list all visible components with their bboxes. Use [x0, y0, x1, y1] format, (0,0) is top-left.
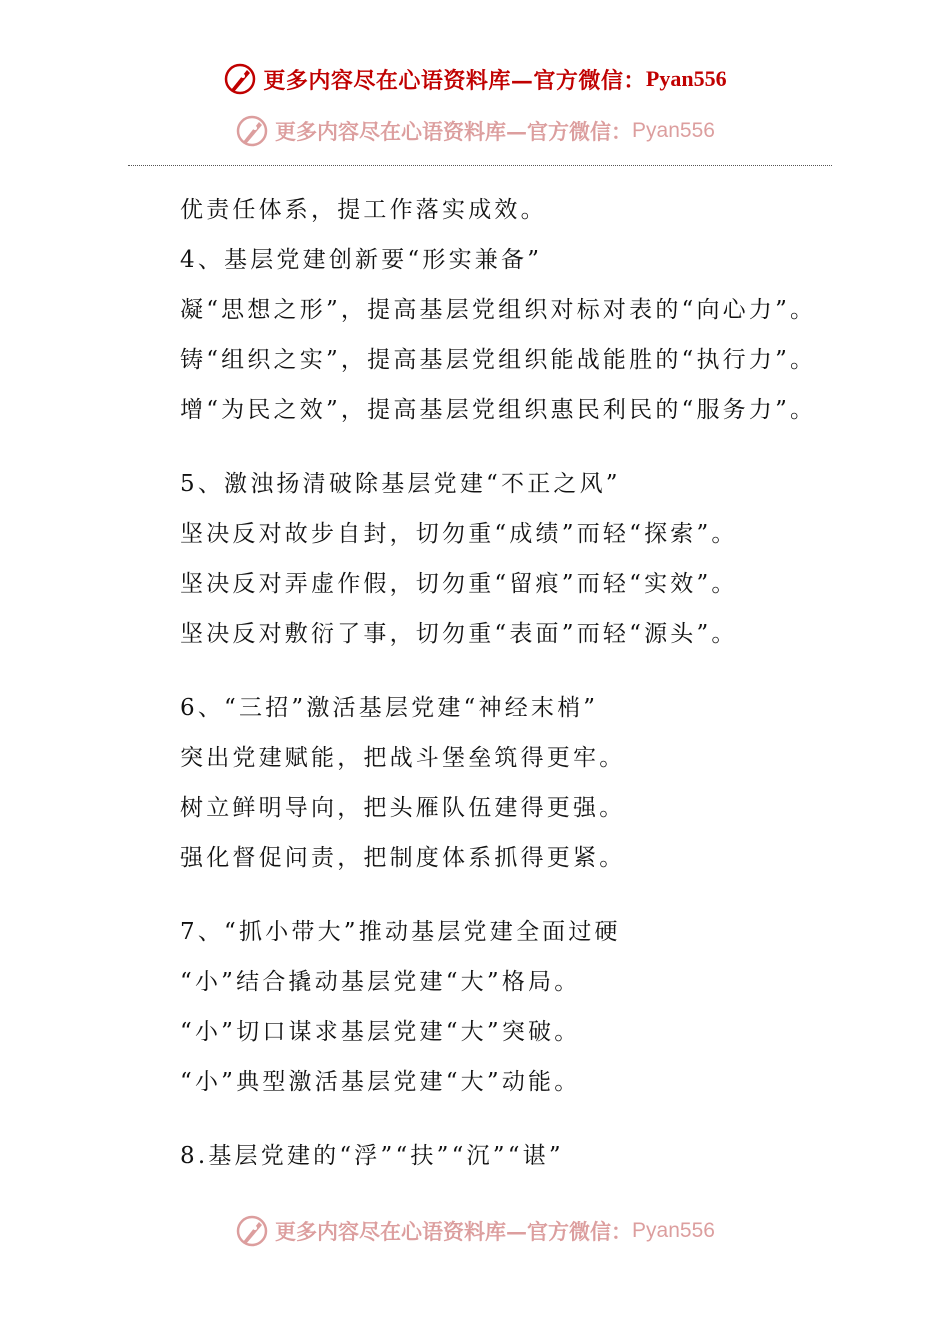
section-heading: 8.基层党建的“浮”“扶”“沉”“谌” — [180, 1143, 564, 1169]
body-line: 坚决反对故步自封，切勿重“成绩”而轻“探索”。 — [180, 521, 738, 547]
header-account: Pyan556 — [645, 66, 727, 91]
section-heading: 7、“抓小带大”推动基层党建全面过硬 — [180, 919, 621, 945]
footer-watermark — [0, 1214, 950, 1248]
pen-logo-icon — [223, 62, 257, 96]
body-line: 优责任体系，提工作落实成效。 — [180, 197, 547, 223]
body-line: 铸“组织之实”，提高基层党组织能战能胜的“执行力”。 — [180, 347, 817, 373]
footer-text: 更多内容尽在心语资料库—官方微信： — [275, 1219, 633, 1244]
pen-logo-footer-icon — [235, 1214, 269, 1248]
body-line: 坚决反对敷衍了事，切勿重“表面”而轻“源头”。 — [180, 621, 738, 647]
section-heading: 6、“三招”激活基层党建“神经末梢” — [180, 695, 599, 721]
footer-account: Pyan556 — [632, 1219, 715, 1242]
body-line: 增“为民之效”，提高基层党组织惠民利民的“服务力”。 — [180, 397, 817, 423]
body-line: 树立鲜明导向，把头雁队伍建得更强。 — [180, 795, 626, 821]
body-line: “小”切口谋求基层党建“大”突破。 — [180, 1019, 581, 1045]
body-line: “小”结合撬动基层党建“大”格局。 — [180, 969, 581, 995]
header-banner — [0, 62, 950, 96]
watermark-text: 更多内容尽在心语资料库—官方微信： — [275, 119, 633, 144]
header-divider — [128, 165, 832, 166]
body-line: 凝“思想之形”，提高基层党组织对标对表的“向心力”。 — [180, 297, 817, 323]
header-watermark — [0, 114, 950, 148]
section-heading: 4、基层党建创新要“形实兼备” — [180, 247, 543, 273]
pen-logo-watermark-icon — [235, 114, 269, 148]
body-line: 坚决反对弄虚作假，切勿重“留痕”而轻“实效”。 — [180, 571, 738, 597]
body-line: 突出党建赋能，把战斗堡垒筑得更牢。 — [180, 745, 626, 771]
body-line: 强化督促问责，把制度体系抓得更紧。 — [180, 845, 626, 871]
section-heading: 5、激浊扬清破除基层党建“不正之风” — [180, 471, 621, 497]
watermark-account: Pyan556 — [632, 119, 715, 142]
body-line: “小”典型激活基层党建“大”动能。 — [180, 1069, 581, 1095]
header-text: 更多内容尽在心语资料库—官方微信： — [263, 67, 646, 94]
